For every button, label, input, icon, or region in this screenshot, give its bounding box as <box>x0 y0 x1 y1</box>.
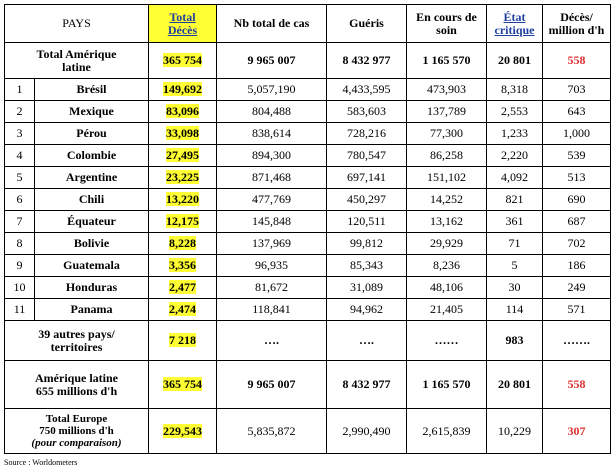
header-total-deces-l2: Décès <box>167 22 198 37</box>
america-critique: 20 801 <box>487 361 543 409</box>
row-cas: 137,969 <box>217 233 327 255</box>
footnote: Source : Worldometers <box>4 458 78 467</box>
row-deces: 149,692 <box>163 82 203 96</box>
total-row <box>5 43 611 79</box>
table-row <box>5 211 611 233</box>
total-par-million: 558 <box>543 43 611 79</box>
row-index: 1 <box>5 79 35 101</box>
total-label <box>5 43 149 79</box>
row-gueris: 780,547 <box>327 145 407 167</box>
row-par-million: 186 <box>543 255 611 277</box>
row-gueris: 99,812 <box>327 233 407 255</box>
row-par-million: 513 <box>543 167 611 189</box>
europe-label <box>5 409 149 454</box>
row-critique: 114 <box>487 299 543 321</box>
row-critique: 2,553 <box>487 101 543 123</box>
america-label <box>5 361 149 409</box>
europe-deces: 229,543 <box>163 423 203 438</box>
america-label-l1: Amérique latine <box>35 370 118 385</box>
others-row <box>5 321 611 361</box>
row-deces: 23,225 <box>166 170 200 184</box>
row-country: Équateur <box>35 211 149 233</box>
row-cas: 477,769 <box>217 189 327 211</box>
row-gueris: 120,511 <box>327 211 407 233</box>
row-country: Brésil <box>35 79 149 101</box>
europe-en-cours: 2,615,839 <box>407 409 487 454</box>
row-cas: 804,488 <box>217 101 327 123</box>
row-index: 9 <box>5 255 35 277</box>
row-critique: 5 <box>487 255 543 277</box>
row-country: Colombie <box>35 145 149 167</box>
row-country: Mexique <box>35 101 149 123</box>
row-deces-cell <box>149 123 217 145</box>
row-gueris: 85,343 <box>327 255 407 277</box>
row-cas: 5,057,190 <box>217 79 327 101</box>
table-row <box>5 299 611 321</box>
row-en-cours: 13,162 <box>407 211 487 233</box>
row-country: Pérou <box>35 123 149 145</box>
row-index: 8 <box>5 233 35 255</box>
america-deces-cell <box>149 361 217 409</box>
row-deces-cell <box>149 211 217 233</box>
row-en-cours: 29,929 <box>407 233 487 255</box>
america-en-cours: 1 165 570 <box>407 361 487 409</box>
row-par-million: 249 <box>543 277 611 299</box>
row-par-million: 1,000 <box>543 123 611 145</box>
europe-row <box>5 409 611 454</box>
row-critique: 8,318 <box>487 79 543 101</box>
table-row <box>5 79 611 101</box>
others-par-million: ……. <box>543 321 611 361</box>
europe-label-l2: 750 millions d'h <box>39 425 114 437</box>
row-index: 10 <box>5 277 35 299</box>
row-deces-cell <box>149 145 217 167</box>
row-par-million: 687 <box>543 211 611 233</box>
row-critique: 2,220 <box>487 145 543 167</box>
table-row <box>5 167 611 189</box>
header-gueris: Guéris <box>327 5 407 43</box>
others-label-l2: territoires <box>50 339 103 354</box>
row-cas: 81,672 <box>217 277 327 299</box>
others-gueris: …. <box>327 321 407 361</box>
others-en-cours: …… <box>407 321 487 361</box>
covid-table <box>4 4 611 454</box>
others-deces: 7 218 <box>169 333 197 347</box>
row-gueris: 94,962 <box>327 299 407 321</box>
row-deces: 13,220 <box>166 192 200 206</box>
row-index: 7 <box>5 211 35 233</box>
header-en-cours-l2: soin <box>436 22 457 37</box>
total-cas: 9 965 007 <box>217 43 327 79</box>
row-country: Honduras <box>35 277 149 299</box>
row-par-million: 690 <box>543 189 611 211</box>
row-critique: 361 <box>487 211 543 233</box>
row-en-cours: 137,789 <box>407 101 487 123</box>
row-en-cours: 151,102 <box>407 167 487 189</box>
header-en-cours <box>407 5 487 43</box>
row-index: 2 <box>5 101 35 123</box>
row-critique: 821 <box>487 189 543 211</box>
row-index: 4 <box>5 145 35 167</box>
row-par-million: 703 <box>543 79 611 101</box>
header-total-deces-l1: Total <box>169 9 196 24</box>
row-deces: 27,495 <box>166 148 200 162</box>
europe-critique: 10,229 <box>487 409 543 454</box>
row-deces-cell <box>149 79 217 101</box>
america-cas: 9 965 007 <box>217 361 327 409</box>
america-gueris: 8 432 977 <box>327 361 407 409</box>
table-row <box>5 189 611 211</box>
row-index: 11 <box>5 299 35 321</box>
total-critique: 20 801 <box>487 43 543 79</box>
total-deces: 365 754 <box>163 53 203 67</box>
table-row <box>5 145 611 167</box>
row-gueris: 728,216 <box>327 123 407 145</box>
row-en-cours: 86,258 <box>407 145 487 167</box>
table-row <box>5 101 611 123</box>
row-country: Argentine <box>35 167 149 189</box>
header-pays: PAYS <box>5 5 149 43</box>
row-index: 5 <box>5 167 35 189</box>
row-cas: 96,935 <box>217 255 327 277</box>
others-deces-cell <box>149 321 217 361</box>
row-deces: 8,228 <box>169 236 197 250</box>
row-deces: 12,175 <box>166 214 200 228</box>
row-par-million: 702 <box>543 233 611 255</box>
row-critique: 71 <box>487 233 543 255</box>
america-deces: 365 754 <box>163 377 203 391</box>
row-gueris: 4,433,595 <box>327 79 407 101</box>
europe-gueris: 2,990,490 <box>327 409 407 454</box>
america-par-million: 558 <box>543 361 611 409</box>
others-cas: …. <box>217 321 327 361</box>
row-deces: 2,477 <box>169 280 197 294</box>
others-label-l1: 39 autres pays/ <box>38 326 115 341</box>
row-par-million: 539 <box>543 145 611 167</box>
table-row <box>5 255 611 277</box>
row-deces-cell <box>149 101 217 123</box>
row-index: 3 <box>5 123 35 145</box>
header-etat-l2: critique <box>494 22 535 37</box>
header-nb-cas: Nb total de cas <box>217 5 327 43</box>
others-label <box>5 321 149 361</box>
row-cas: 838,614 <box>217 123 327 145</box>
europe-par-million: 307 <box>543 409 611 454</box>
row-deces: 83,096 <box>166 104 200 118</box>
row-cas: 145,848 <box>217 211 327 233</box>
row-country: Chili <box>35 189 149 211</box>
row-deces: 2,474 <box>169 302 197 316</box>
row-en-cours: 77,300 <box>407 123 487 145</box>
row-critique: 1,233 <box>487 123 543 145</box>
header-etat-critique <box>487 5 543 43</box>
row-country: Guatemala <box>35 255 149 277</box>
others-critique: 983 <box>487 321 543 361</box>
row-deces-cell <box>149 299 217 321</box>
row-country: Bolivie <box>35 233 149 255</box>
header-total-deces <box>149 5 217 43</box>
total-gueris: 8 432 977 <box>327 43 407 79</box>
total-label-l2: latine <box>62 59 91 74</box>
row-cas: 871,468 <box>217 167 327 189</box>
row-deces-cell <box>149 233 217 255</box>
country-rows <box>5 79 611 321</box>
header-etat-l1: État <box>503 9 526 24</box>
row-gueris: 697,141 <box>327 167 407 189</box>
europe-cas: 5,835,872 <box>217 409 327 454</box>
row-gueris: 450,297 <box>327 189 407 211</box>
row-par-million: 571 <box>543 299 611 321</box>
total-label-l1: Total Amérique <box>36 46 117 61</box>
header-row <box>5 5 611 43</box>
row-critique: 30 <box>487 277 543 299</box>
table-row <box>5 123 611 145</box>
europe-label-l3: (pour comparaison) <box>31 437 122 449</box>
america-label-l2: 655 millions d'h <box>35 383 118 398</box>
table-row <box>5 277 611 299</box>
row-en-cours: 8,236 <box>407 255 487 277</box>
america-row <box>5 361 611 409</box>
header-deces-million <box>543 5 611 43</box>
header-deces-m-l1: Décès/ <box>560 9 593 24</box>
row-deces: 33,098 <box>166 126 200 140</box>
row-en-cours: 14,252 <box>407 189 487 211</box>
row-critique: 4,092 <box>487 167 543 189</box>
row-cas: 894,300 <box>217 145 327 167</box>
row-deces-cell <box>149 255 217 277</box>
row-deces: 3,356 <box>169 258 197 272</box>
total-en-cours: 1 165 570 <box>407 43 487 79</box>
row-cas: 118,841 <box>217 299 327 321</box>
table-row <box>5 233 611 255</box>
row-index: 6 <box>5 189 35 211</box>
row-en-cours: 48,106 <box>407 277 487 299</box>
europe-deces-cell <box>149 409 217 454</box>
header-deces-m-l2: million d'h <box>548 22 605 37</box>
row-par-million: 643 <box>543 101 611 123</box>
europe-label-l1: Total Europe <box>45 413 108 425</box>
row-deces-cell <box>149 167 217 189</box>
row-gueris: 31,089 <box>327 277 407 299</box>
row-deces-cell <box>149 189 217 211</box>
row-en-cours: 21,405 <box>407 299 487 321</box>
row-gueris: 583,603 <box>327 101 407 123</box>
total-deces-cell <box>149 43 217 79</box>
row-country: Panama <box>35 299 149 321</box>
header-en-cours-l1: En cours de <box>416 9 477 24</box>
row-deces-cell <box>149 277 217 299</box>
row-en-cours: 473,903 <box>407 79 487 101</box>
